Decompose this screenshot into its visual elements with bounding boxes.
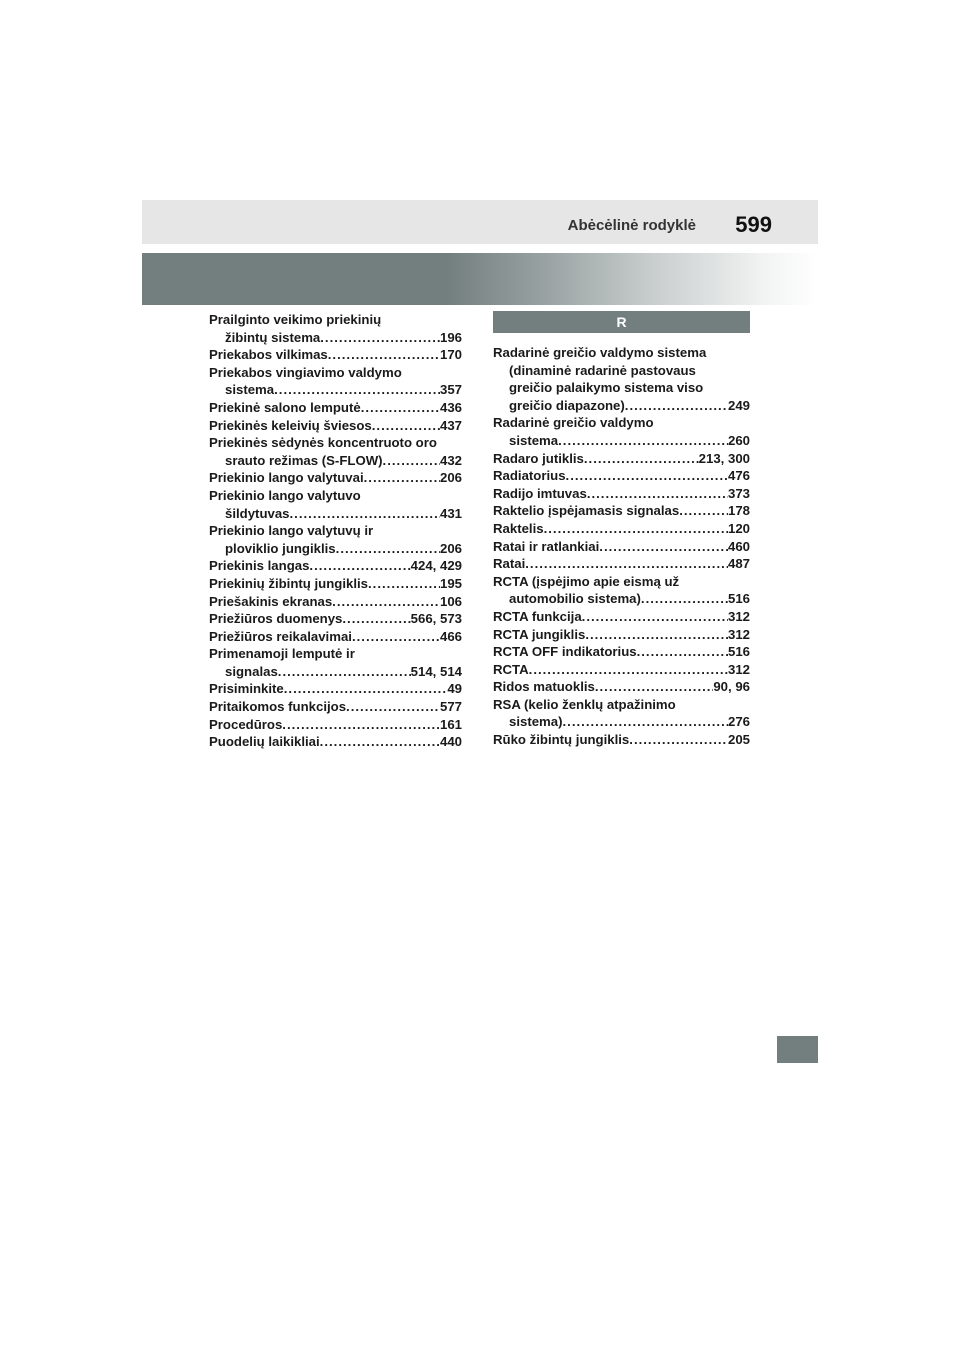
page-reference[interactable]: 260 bbox=[727, 432, 750, 448]
section-title: Abėcėlinė rodyklė bbox=[567, 217, 696, 234]
entry-term: Priežiūros reikalavimai bbox=[209, 628, 352, 644]
entry-term: Radaro jutiklis bbox=[493, 450, 584, 466]
leader-dots bbox=[625, 397, 728, 415]
entry-line bbox=[209, 575, 462, 593]
entry-term: Rūko žibintų jungiklis bbox=[493, 732, 630, 748]
entry-term: žibintų sistema bbox=[225, 329, 321, 345]
page-reference[interactable]: 516 bbox=[727, 591, 750, 607]
entry-line bbox=[493, 626, 750, 644]
entry-term: Pritaikomos funkcijos bbox=[209, 699, 347, 715]
entry-term: Priekinės keleivių šviesos bbox=[209, 417, 372, 433]
leader-dots bbox=[679, 502, 728, 520]
index-entry[interactable] bbox=[493, 414, 750, 449]
entry-line bbox=[493, 379, 750, 397]
entry-term: Priekabos vilkimas bbox=[209, 347, 328, 363]
entry-line bbox=[209, 399, 462, 417]
entry-term: Ridos matuoklis bbox=[493, 679, 595, 695]
entry-line bbox=[493, 661, 750, 679]
page-header bbox=[142, 200, 818, 244]
entry-term: Procedūros bbox=[209, 716, 283, 732]
page-reference[interactable]: 206 bbox=[439, 540, 462, 556]
index-entry[interactable] bbox=[209, 522, 462, 557]
page-reference[interactable]: 276 bbox=[727, 714, 750, 730]
entry-term: Raktelio įspėjamasis signalas bbox=[493, 503, 680, 519]
page-reference[interactable]: 436 bbox=[439, 399, 462, 415]
entry-term: Prisiminkite bbox=[209, 681, 284, 697]
page-reference[interactable]: 440 bbox=[439, 734, 462, 750]
page-reference[interactable]: 431 bbox=[439, 505, 462, 521]
leader-dots bbox=[529, 661, 728, 679]
index-entry[interactable] bbox=[493, 555, 750, 573]
entry-term: automobilio sistema) bbox=[509, 591, 641, 607]
entry-term: sistema bbox=[509, 432, 559, 448]
leader-dots bbox=[361, 399, 440, 417]
entry-line bbox=[209, 663, 462, 681]
index-entry[interactable] bbox=[209, 487, 462, 522]
page-reference[interactable]: 466 bbox=[439, 628, 462, 644]
index-column-left bbox=[209, 311, 462, 751]
page-reference[interactable]: 516 bbox=[727, 644, 750, 660]
entry-term: Priekinės sėdynės koncentruoto oro bbox=[209, 435, 437, 451]
page-reference[interactable]: 514, 514 bbox=[410, 663, 462, 679]
leader-dots bbox=[641, 590, 728, 608]
entry-term: Priekinio lango valytuvai bbox=[209, 470, 364, 486]
entry-term: Radiatorius bbox=[493, 468, 566, 484]
entry-line bbox=[493, 432, 750, 450]
entry-line bbox=[209, 733, 462, 751]
entry-line bbox=[209, 680, 462, 698]
page-number: 599 bbox=[735, 212, 772, 237]
entry-term: RCTA jungiklis bbox=[493, 626, 586, 642]
page-reference[interactable]: 432 bbox=[439, 452, 462, 468]
entry-term: Radarinė greičio valdymo bbox=[493, 415, 654, 431]
leader-dots bbox=[629, 731, 728, 749]
page-reference[interactable]: 357 bbox=[439, 382, 462, 398]
index-entry[interactable] bbox=[493, 344, 750, 414]
entry-line bbox=[209, 610, 462, 628]
entry-line bbox=[209, 505, 462, 523]
leader-dots bbox=[383, 452, 440, 470]
leader-dots bbox=[332, 593, 440, 611]
index-entry[interactable] bbox=[493, 696, 750, 731]
entry-term: Priekinė salono lemputė bbox=[209, 399, 361, 415]
leader-dots bbox=[309, 557, 410, 575]
leader-dots bbox=[346, 698, 440, 716]
leader-dots bbox=[558, 432, 728, 450]
index-entry[interactable] bbox=[209, 610, 462, 628]
entry-term: Radijo imtuvas bbox=[493, 485, 587, 501]
page-reference[interactable]: 49 bbox=[447, 681, 462, 697]
leader-dots bbox=[585, 626, 728, 644]
index-entry[interactable] bbox=[209, 593, 462, 611]
index-entry[interactable] bbox=[493, 520, 750, 538]
entry-term: Radarinė greičio valdymo sistema bbox=[493, 345, 707, 360]
entry-line bbox=[493, 713, 750, 731]
index-entry[interactable] bbox=[209, 311, 462, 346]
page-reference[interactable]: 178 bbox=[727, 503, 750, 519]
entry-term: Priekinis langas bbox=[209, 558, 310, 574]
entry-line bbox=[493, 696, 750, 714]
index-entry[interactable] bbox=[209, 733, 462, 751]
entry-line bbox=[493, 590, 750, 608]
index-entry[interactable] bbox=[209, 557, 462, 575]
leader-dots bbox=[282, 716, 440, 734]
entry-term: Ratai bbox=[493, 556, 526, 572]
entry-line bbox=[209, 329, 462, 347]
entry-term: sistema) bbox=[509, 714, 563, 730]
leader-dots bbox=[336, 540, 440, 558]
entry-term: Primenamoji lemputė ir bbox=[209, 646, 355, 662]
page-reference[interactable]: 213, 300 bbox=[698, 450, 750, 466]
leader-dots bbox=[587, 485, 728, 503]
index-entry[interactable] bbox=[493, 643, 750, 661]
entry-line bbox=[209, 434, 462, 452]
entry-line bbox=[209, 469, 462, 487]
entry-term: Raktelis bbox=[493, 520, 544, 536]
leader-dots bbox=[599, 538, 728, 556]
leader-dots bbox=[566, 467, 728, 485]
index-entry[interactable] bbox=[493, 502, 750, 520]
page-reference[interactable]: 196 bbox=[439, 329, 462, 345]
entry-line bbox=[209, 698, 462, 716]
entry-term: signalas bbox=[225, 663, 278, 679]
index-entry[interactable] bbox=[493, 661, 750, 679]
leader-dots bbox=[342, 610, 410, 628]
leader-dots bbox=[368, 575, 440, 593]
entry-line bbox=[209, 364, 462, 382]
page-reference[interactable]: 566, 573 bbox=[410, 611, 462, 627]
entry-line bbox=[493, 485, 750, 503]
index-entry[interactable] bbox=[493, 626, 750, 644]
leader-dots bbox=[637, 643, 728, 661]
decorative-banner bbox=[142, 253, 818, 305]
entry-term: greičio diapazone) bbox=[509, 397, 625, 413]
index-entry[interactable] bbox=[493, 573, 750, 608]
index-entry[interactable] bbox=[209, 628, 462, 646]
index-entry[interactable] bbox=[209, 645, 462, 680]
page-reference[interactable]: 249 bbox=[727, 397, 750, 413]
entry-line bbox=[493, 678, 750, 696]
entry-term: (dinaminė radarinė pastovaus bbox=[509, 362, 696, 378]
index-entry[interactable] bbox=[209, 399, 462, 417]
entry-line bbox=[493, 573, 750, 591]
entry-line bbox=[493, 643, 750, 661]
entry-line bbox=[209, 417, 462, 435]
index-entry[interactable] bbox=[493, 538, 750, 556]
entry-line bbox=[209, 557, 462, 575]
index-entry[interactable] bbox=[209, 680, 462, 698]
index-entry[interactable] bbox=[209, 698, 462, 716]
entry-term: Prailginto veikimo priekinių bbox=[209, 312, 382, 327]
entry-line bbox=[209, 540, 462, 558]
page-reference[interactable]: 206 bbox=[439, 470, 462, 486]
index-entry[interactable] bbox=[209, 716, 462, 734]
entry-term: Priekabos vingiavimo valdymo bbox=[209, 364, 402, 380]
entry-line bbox=[209, 716, 462, 734]
entry-line bbox=[493, 502, 750, 520]
page-reference[interactable]: 205 bbox=[727, 732, 750, 748]
leader-dots bbox=[544, 520, 728, 538]
leader-dots bbox=[372, 417, 440, 435]
entry-term: RCTA bbox=[493, 661, 529, 677]
entry-term: RCTA OFF indikatorius bbox=[493, 644, 637, 660]
entry-line bbox=[209, 311, 462, 329]
leader-dots bbox=[595, 678, 713, 696]
index-list-r bbox=[493, 344, 750, 749]
index-entry[interactable] bbox=[209, 469, 462, 487]
entry-line bbox=[209, 628, 462, 646]
entry-line bbox=[493, 414, 750, 432]
entry-line bbox=[209, 346, 462, 364]
page-reference[interactable]: 476 bbox=[727, 468, 750, 484]
entry-line bbox=[493, 397, 750, 415]
entry-line bbox=[493, 608, 750, 626]
index-entry[interactable] bbox=[209, 434, 462, 469]
entry-line bbox=[493, 450, 750, 468]
index-column-right bbox=[493, 311, 750, 749]
index-entry[interactable] bbox=[493, 608, 750, 626]
page-reference[interactable]: 161 bbox=[439, 716, 462, 732]
entry-term: Priekinių žibintų jungiklis bbox=[209, 575, 368, 591]
entry-term: sistema bbox=[225, 382, 275, 398]
leader-dots bbox=[584, 450, 699, 468]
entry-line bbox=[493, 555, 750, 573]
page-reference[interactable]: 373 bbox=[727, 485, 750, 501]
entry-term: Ratai ir ratlankiai bbox=[493, 538, 600, 554]
entry-term: RSA (kelio ženklų atpažinimo bbox=[493, 696, 676, 712]
page-reference[interactable]: 195 bbox=[439, 575, 462, 591]
index-entry[interactable] bbox=[493, 450, 750, 468]
entry-term: Puodelių laikikliai bbox=[209, 734, 320, 750]
index-entry[interactable] bbox=[493, 731, 750, 749]
leader-dots bbox=[582, 608, 728, 626]
entry-line bbox=[493, 467, 750, 485]
page-reference[interactable]: 106 bbox=[439, 593, 462, 609]
entry-term: šildytuvas bbox=[225, 505, 290, 521]
page-reference[interactable]: 312 bbox=[727, 626, 750, 642]
page-reference[interactable]: 577 bbox=[439, 699, 462, 715]
leader-dots bbox=[320, 733, 440, 751]
entry-line bbox=[209, 522, 462, 540]
page-reference[interactable]: 460 bbox=[727, 538, 750, 554]
index-entry[interactable] bbox=[493, 485, 750, 503]
leader-dots bbox=[278, 663, 411, 681]
page-reference[interactable]: 90, 96 bbox=[713, 679, 750, 695]
index-entry[interactable] bbox=[209, 417, 462, 435]
page-reference[interactable]: 170 bbox=[439, 347, 462, 363]
page-reference[interactable]: 312 bbox=[727, 608, 750, 624]
page-reference[interactable]: 120 bbox=[727, 520, 750, 536]
index-entry[interactable] bbox=[493, 678, 750, 696]
index-entry[interactable] bbox=[209, 364, 462, 399]
leader-dots bbox=[352, 628, 440, 646]
entry-term: RCTA (įspėjimo apie eismą už bbox=[493, 573, 680, 589]
entry-term: ploviklio jungiklis bbox=[225, 540, 336, 556]
index-entry[interactable] bbox=[493, 467, 750, 485]
entry-line bbox=[493, 362, 750, 380]
leader-dots bbox=[525, 555, 728, 573]
entry-line bbox=[209, 487, 462, 505]
leader-dots bbox=[284, 680, 448, 698]
entry-line bbox=[209, 452, 462, 470]
index-entry[interactable] bbox=[209, 575, 462, 593]
entry-term: Priežiūros duomenys bbox=[209, 611, 343, 627]
page-reference[interactable]: 487 bbox=[727, 556, 750, 572]
leader-dots bbox=[328, 346, 440, 364]
entry-term: Priekinio lango valytuvo bbox=[209, 487, 361, 503]
entry-term: RCTA funkcija bbox=[493, 608, 582, 624]
entry-line bbox=[493, 731, 750, 749]
leader-dots bbox=[274, 381, 440, 399]
entry-line bbox=[493, 520, 750, 538]
page-reference[interactable]: 437 bbox=[439, 417, 462, 433]
entry-line bbox=[209, 593, 462, 611]
entry-term: srauto režimas (S-FLOW) bbox=[225, 452, 383, 468]
section-letter-header: R bbox=[493, 311, 750, 333]
leader-dots bbox=[563, 713, 728, 731]
entry-term: greičio palaikymo sistema viso bbox=[509, 380, 704, 396]
leader-dots bbox=[364, 469, 440, 487]
chapter-tab bbox=[777, 1036, 818, 1063]
entry-line bbox=[493, 538, 750, 556]
entry-line bbox=[209, 645, 462, 663]
entry-term: Priekinio lango valytuvų ir bbox=[209, 523, 374, 539]
entry-line bbox=[209, 381, 462, 399]
page-reference[interactable]: 424, 429 bbox=[410, 558, 462, 574]
leader-dots bbox=[290, 505, 440, 523]
page-reference[interactable]: 312 bbox=[727, 661, 750, 677]
index-entry[interactable] bbox=[209, 346, 462, 364]
entry-line bbox=[493, 344, 750, 362]
entry-term: Priešakinis ekranas bbox=[209, 593, 333, 609]
leader-dots bbox=[320, 329, 440, 347]
